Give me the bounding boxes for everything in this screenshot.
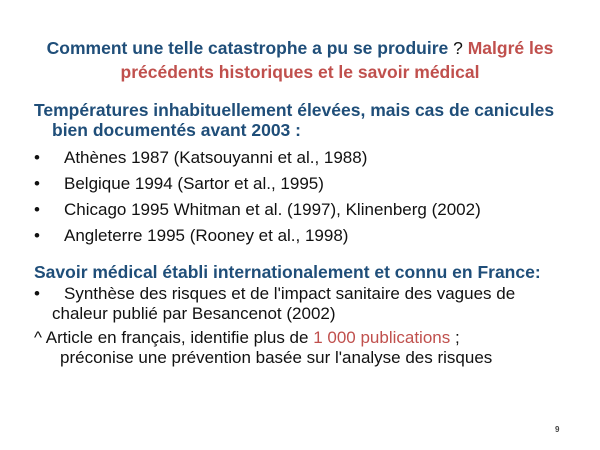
section-heading-temperatures	[34, 100, 574, 140]
list-item	[34, 174, 574, 194]
title-question-mark: ?	[448, 38, 468, 58]
list-item-text: Angleterre 1995 (Rooney et al., 1998)	[64, 226, 349, 245]
bullet-icon: •	[34, 148, 40, 167]
list-item-text: Synthèse des risques et de l'impact sanitaire des vagues de	[64, 284, 516, 303]
heading-line: Températures inhabituellement élevées, mais cas de canicules	[34, 100, 555, 120]
medical-knowledge-list	[34, 284, 574, 324]
list-item-text: Belgique 1994 (Sartor et al., 1995)	[64, 174, 324, 193]
heatwave-cases-list	[34, 148, 574, 246]
slide-title	[20, 36, 580, 84]
article-note-suffix: ;	[450, 328, 460, 347]
list-item-text: Chicago 1995 Whitman et al. (1997), Klinenberg (2002)	[64, 200, 481, 219]
bullet-icon: •	[34, 226, 40, 245]
list-item	[34, 226, 574, 246]
bullet-icon: •	[34, 200, 40, 219]
section-heading-medical-knowledge: Savoir médical établi internationalement et connu en France:	[34, 262, 541, 282]
article-note-line2: préconise une prévention basée sur l'analyse des risques	[60, 348, 493, 367]
heading-line: bien documentés avant 2003 :	[52, 120, 301, 140]
bullet-icon: •	[34, 174, 40, 193]
list-item	[34, 148, 574, 168]
article-note-prefix: ^ Article en français, identifie plus de	[34, 328, 314, 347]
list-item	[34, 200, 574, 220]
bullet-icon: •	[34, 284, 40, 303]
title-part-question: Comment une telle catastrophe a pu se produire	[46, 38, 449, 58]
title-part-answer: Malgré les précédents historiques et le savoir médical	[120, 38, 554, 82]
article-note	[34, 328, 574, 368]
publications-count: 1 000 publications	[313, 328, 451, 347]
list-item	[34, 284, 574, 324]
list-item-text: Athènes 1987 (Katsouyanni et al., 1988)	[64, 148, 368, 167]
list-item-text: chaleur publié par Besancenot (2002)	[52, 304, 336, 323]
page-number: 9	[555, 425, 560, 434]
